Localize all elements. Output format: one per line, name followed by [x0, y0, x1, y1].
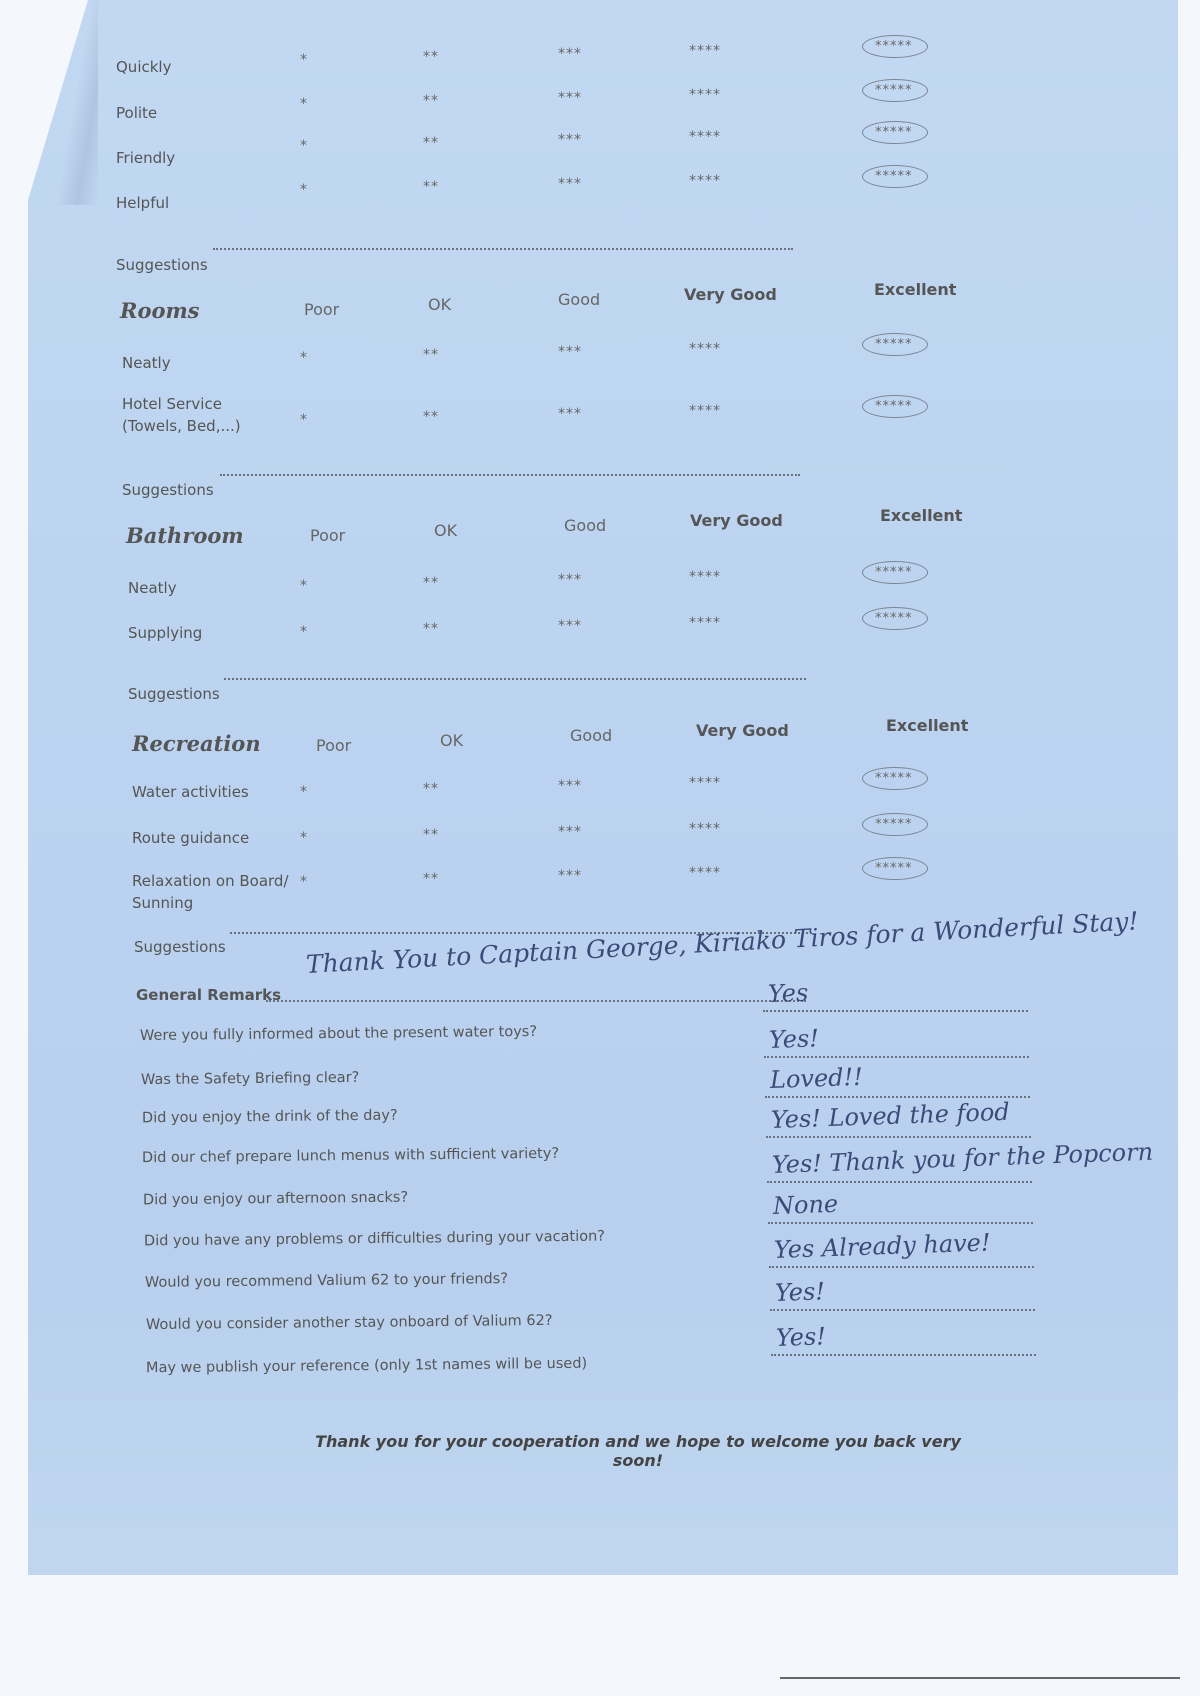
recreation-header-good: Good [570, 726, 613, 745]
recreation-row0-rating-4[interactable]: **** [689, 775, 721, 791]
recreation-row-label-water-activities: Water activities [132, 783, 249, 801]
recreation-row-label-route-guidance: Route guidance [132, 829, 250, 847]
bathroom-row1-rating-5-selected[interactable]: ***** [862, 607, 928, 630]
closing-message: Thank you for your cooperation and we hope to welcome you back very soon! [315, 1432, 961, 1470]
bathroom-row1-rating-4[interactable]: **** [689, 615, 721, 631]
recreation-header-ok: OK [440, 731, 464, 750]
recreation-row0-rating-3[interactable]: *** [558, 778, 582, 794]
bathroom-row0-rating-1[interactable]: * [300, 578, 308, 594]
service-row1-rating-3[interactable]: *** [558, 90, 582, 106]
question-7: Would you recommend Valium 62 to your friends? [144, 1271, 508, 1291]
question-4: Did our chef prepare lunch menus with sufficient variety? [142, 1145, 560, 1166]
answer-handwriting-4: Yes! Loved the food [770, 1097, 1011, 1134]
general-remarks-label: General Remarks [136, 986, 281, 1004]
bathroom-row-label-supplying: Supplying [128, 624, 203, 642]
general-remarks-handwriting: Thank You to Captain George, Kiriako Tiros for a Wonderful Stay! [305, 906, 1140, 979]
service-row2-rating-2[interactable]: ** [423, 135, 439, 151]
service-row0-rating-4[interactable]: **** [689, 43, 721, 59]
service-row0-rating-2[interactable]: ** [423, 49, 439, 65]
rooms-row1-rating-4[interactable]: **** [689, 403, 721, 419]
rooms-row1-rating-3[interactable]: *** [558, 406, 582, 422]
question-2: Was the Safety Briefing clear? [140, 1069, 360, 1088]
page-edge-line [780, 1677, 1180, 1679]
rooms-row1-rating-1[interactable]: * [300, 412, 308, 428]
answer-handwriting-6: None [772, 1189, 839, 1220]
service-suggestions-line[interactable] [213, 248, 793, 250]
answer-handwriting-7: Yes Already have! [773, 1228, 991, 1264]
rooms-suggestions-line[interactable] [220, 474, 800, 476]
rooms-row0-rating-1[interactable]: * [300, 350, 308, 366]
recreation-header-very-good: Very Good [696, 721, 789, 740]
bathroom-row1-rating-3[interactable]: *** [558, 618, 582, 634]
feedback-form-sheet [28, 0, 1178, 1575]
recreation-header-poor: Poor [316, 736, 352, 755]
bathroom-row1-rating-2[interactable]: ** [423, 621, 439, 637]
bathroom-title: Bathroom [126, 523, 244, 548]
bathroom-row-label-neatly: Neatly [128, 579, 177, 597]
answer-handwriting-3: Loved!! [769, 1062, 864, 1094]
recreation-row-label-relaxation: Relaxation on Board/ Sunning [132, 872, 289, 912]
row-label-helpful: Helpful [116, 194, 170, 212]
rooms-row0-rating-5-selected[interactable]: ***** [862, 333, 928, 356]
answer-line-1[interactable] [763, 1010, 1028, 1012]
question-5: Did you enjoy our afternoon snacks? [143, 1189, 409, 1209]
bathroom-row1-rating-1[interactable]: * [300, 624, 308, 640]
bathroom-row0-rating-5-selected[interactable]: ***** [862, 561, 928, 584]
recreation-row1-rating-3[interactable]: *** [558, 824, 582, 840]
service-row0-rating-5-selected[interactable]: ***** [862, 35, 928, 58]
answer-line-8[interactable] [770, 1309, 1035, 1311]
rooms-row-label-hotel-service: Hotel Service (Towels, Bed,...) [122, 395, 241, 435]
question-3: Did you enjoy the drink of the day? [141, 1107, 398, 1127]
recreation-row1-rating-4[interactable]: **** [689, 821, 721, 837]
service-row3-rating-2[interactable]: ** [423, 179, 439, 195]
recreation-row1-rating-2[interactable]: ** [423, 827, 439, 843]
answer-line-4[interactable] [766, 1136, 1031, 1138]
recreation-row0-rating-5-selected[interactable]: ***** [862, 767, 928, 790]
row-label-friendly: Friendly [116, 149, 176, 167]
service-row3-rating-4[interactable]: **** [689, 173, 721, 189]
service-row0-rating-1[interactable]: * [300, 52, 308, 68]
rooms-header-ok: OK [428, 295, 452, 314]
bathroom-header-ok: OK [434, 521, 458, 540]
rooms-title: Rooms [120, 298, 200, 323]
bathroom-row0-rating-3[interactable]: *** [558, 572, 582, 588]
bathroom-header-very-good: Very Good [690, 511, 783, 530]
service-row0-rating-3[interactable]: *** [558, 46, 582, 62]
rooms-row0-rating-2[interactable]: ** [423, 347, 439, 363]
service-row3-rating-1[interactable]: * [300, 182, 308, 198]
recreation-row1-rating-1[interactable]: * [300, 830, 308, 846]
rooms-header-poor: Poor [304, 300, 340, 319]
question-1: Were you fully informed about the present water toys? [139, 1023, 538, 1045]
rooms-row-label-neatly: Neatly [122, 354, 171, 372]
question-9: May we publish your reference (only 1st names will be used) [146, 1355, 588, 1377]
service-row3-rating-5-selected[interactable]: ***** [862, 165, 928, 188]
service-row2-rating-4[interactable]: **** [689, 129, 721, 145]
bathroom-header-poor: Poor [310, 526, 346, 545]
row-label-polite: Polite [116, 104, 158, 122]
answer-handwriting-2: Yes! [768, 1024, 820, 1054]
rooms-header-excellent: Excellent [874, 280, 957, 299]
service-row3-rating-3[interactable]: *** [558, 176, 582, 192]
rooms-suggestions-label: Suggestions [122, 481, 214, 499]
answer-line-9[interactable] [771, 1354, 1036, 1356]
bathroom-row0-rating-4[interactable]: **** [689, 569, 721, 585]
recreation-row2-rating-4[interactable]: **** [689, 865, 721, 881]
recreation-row2-rating-5-selected[interactable]: ***** [862, 857, 928, 880]
question-6: Did you have any problems or difficulties during your vacation? [143, 1228, 606, 1249]
recreation-row0-rating-1[interactable]: * [300, 784, 308, 800]
question-8: Would you consider another stay onboard of Valium 62? [145, 1312, 553, 1333]
bathroom-header-good: Good [564, 516, 607, 535]
service-row1-rating-1[interactable]: * [300, 96, 308, 112]
answer-line-5[interactable] [767, 1181, 1032, 1183]
answer-handwriting-9: Yes! [775, 1322, 827, 1352]
bathroom-row0-rating-2[interactable]: ** [423, 575, 439, 591]
general-remarks-line[interactable] [266, 1000, 806, 1002]
answer-line-2[interactable] [764, 1056, 1029, 1058]
service-row2-rating-1[interactable]: * [300, 138, 308, 154]
answer-handwriting-1: Yes [767, 978, 809, 1008]
recreation-row2-rating-1[interactable]: * [300, 874, 308, 890]
rooms-row1-rating-5-selected[interactable]: ***** [862, 395, 928, 418]
answer-handwriting-5: Yes! Thank you for the Popcorn [771, 1137, 1154, 1179]
recreation-title: Recreation [132, 731, 261, 756]
bathroom-suggestions-line[interactable] [224, 678, 806, 680]
rooms-header-very-good: Very Good [684, 285, 777, 304]
answer-line-6[interactable] [768, 1222, 1033, 1224]
folded-corner [28, 0, 88, 200]
rooms-row1-rating-2[interactable]: ** [423, 409, 439, 425]
recreation-row0-rating-2[interactable]: ** [423, 781, 439, 797]
service-row1-rating-5-selected[interactable]: ***** [862, 79, 928, 102]
rooms-row0-rating-4[interactable]: **** [689, 341, 721, 357]
answer-handwriting-8: Yes! [774, 1277, 826, 1307]
service-row2-rating-3[interactable]: *** [558, 132, 582, 148]
service-row2-rating-5-selected[interactable]: ***** [862, 121, 928, 144]
recreation-header-excellent: Excellent [886, 716, 969, 735]
rooms-row0-rating-3[interactable]: *** [558, 344, 582, 360]
bathroom-header-excellent: Excellent [880, 506, 963, 525]
recreation-row1-rating-5-selected[interactable]: ***** [862, 813, 928, 836]
recreation-row2-rating-2[interactable]: ** [423, 871, 439, 887]
rooms-header-good: Good [558, 290, 601, 309]
row-label-quickly: Quickly [116, 58, 172, 76]
service-suggestions-label: Suggestions [116, 256, 208, 274]
recreation-row2-rating-3[interactable]: *** [558, 868, 582, 884]
service-row1-rating-4[interactable]: **** [689, 87, 721, 103]
bathroom-suggestions-label: Suggestions [128, 685, 220, 703]
recreation-suggestions-label: Suggestions [134, 938, 226, 956]
service-row1-rating-2[interactable]: ** [423, 93, 439, 109]
answer-line-7[interactable] [769, 1266, 1034, 1268]
